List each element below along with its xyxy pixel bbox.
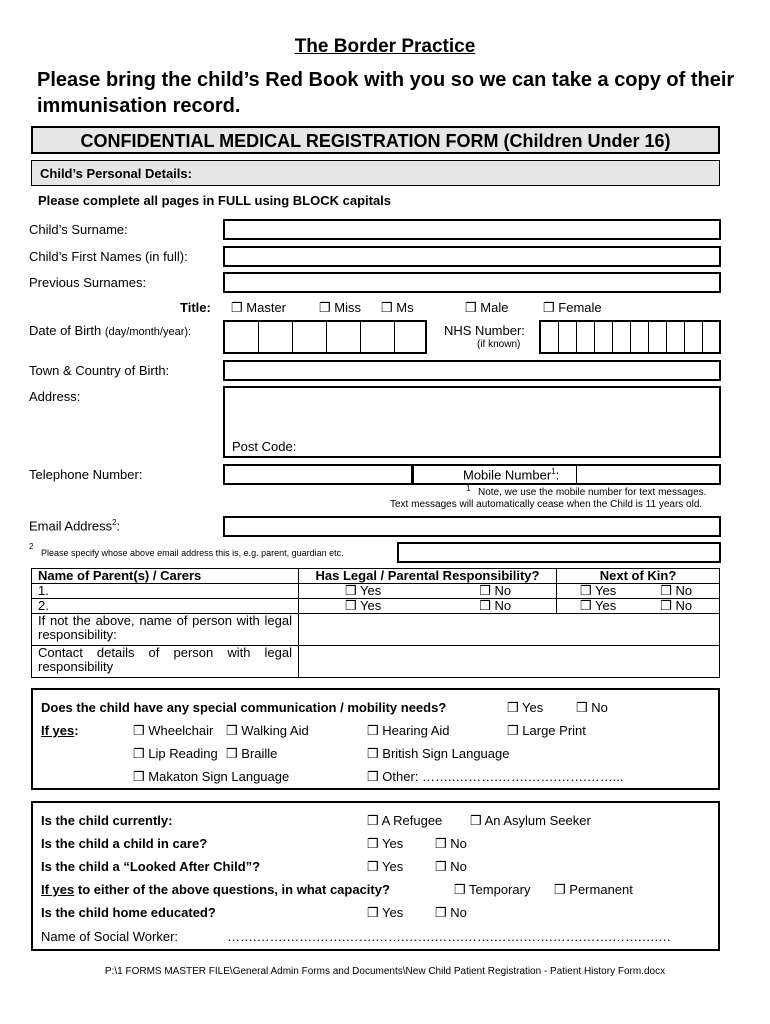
- parent-1-kin-no[interactable]: ❒ No: [660, 583, 693, 598]
- surname-label: Child’s Surname:: [29, 222, 128, 237]
- in-care-yes[interactable]: ❒ Yes: [367, 836, 404, 851]
- table-row: [32, 584, 720, 599]
- legal-person-field[interactable]: [299, 614, 720, 646]
- first-names-field[interactable]: [223, 246, 721, 267]
- parent-2-kin-no[interactable]: ❒ No: [660, 598, 693, 613]
- option-label: Yes: [382, 836, 404, 851]
- parent-2-legal: [299, 599, 557, 614]
- option-label: No: [675, 583, 693, 598]
- legal-contact-label: Contact details of person with legal responsibility: [32, 646, 299, 678]
- communication-no[interactable]: ❒ No: [576, 700, 608, 715]
- option-label: Yes: [595, 598, 617, 613]
- document-path-footer: P:\1 FORMS MASTER FILE\General Admin Forms and Documents\New Child Patient Registration - Patient History Form.docx: [104, 966, 666, 977]
- town-country-field[interactable]: [223, 360, 721, 381]
- option-label: Hearing Aid: [382, 723, 450, 738]
- footnote-ref-1: 1: [551, 467, 556, 476]
- opt-temporary[interactable]: ❒ Temporary: [454, 882, 531, 897]
- email-owner-field[interactable]: [397, 542, 721, 563]
- email-label-text: Email Address: [29, 518, 113, 534]
- email-field[interactable]: [223, 516, 721, 537]
- option-label: A Refugee: [381, 813, 443, 828]
- opt-permanent[interactable]: ❒ Permanent: [554, 882, 633, 897]
- home-educated-yes[interactable]: ❒ Yes: [367, 905, 404, 920]
- parent-2-legal-yes[interactable]: ❒ Yes: [345, 598, 382, 613]
- option-label: Wheelchair: [148, 723, 214, 738]
- legal-person-label: If not the above, name of person with legal responsibility:: [32, 614, 299, 646]
- option-label: Ms: [396, 300, 414, 315]
- col-parent-names: Name of Parent(s) / Carers: [32, 569, 299, 584]
- option-label: Yes: [382, 905, 404, 920]
- communication-if-yes: [41, 723, 79, 738]
- first-names-label: Child’s First Names (in full):: [29, 249, 188, 264]
- title-label: Title:: [180, 300, 211, 315]
- option-label: Permanent: [569, 882, 633, 897]
- option-label: Makaton Sign Language: [148, 769, 290, 784]
- town-country-label: Town & Country of Birth:: [29, 363, 170, 378]
- capacity-if-yes: If yes: [41, 882, 75, 897]
- mobile-label-text: Mobile Number: [463, 467, 552, 483]
- option-label: No: [494, 583, 512, 598]
- if-yes-text: If yes: [41, 723, 75, 738]
- opt-british-sign-language[interactable]: ❒ British Sign Language: [367, 746, 510, 761]
- option-label: No: [450, 836, 467, 851]
- option-label: No: [450, 859, 467, 874]
- opt-makaton[interactable]: ❒ Makaton Sign Language: [133, 769, 290, 784]
- parent-1-legal: [299, 584, 557, 599]
- footnote-2-marker: 2: [29, 542, 34, 551]
- option-label: Braille: [241, 746, 278, 761]
- title-option-master[interactable]: ❒ Master: [231, 300, 287, 315]
- telephone-label: Telephone Number:: [29, 467, 143, 482]
- table-row: [32, 614, 720, 646]
- communication-needs-panel: [31, 688, 720, 790]
- dob-label-text: Date of Birth: [29, 323, 102, 338]
- email-colon: :: [116, 518, 121, 534]
- nhs-hint: (if known): [477, 339, 521, 350]
- parent-1-legal-no[interactable]: ❒ No: [479, 583, 512, 598]
- option-label: Miss: [334, 300, 361, 315]
- opt-refugee[interactable]: ❒ A Refugee: [367, 813, 443, 828]
- footnote-2-text: Please specify whose above email address this is, e.g. parent, guardian etc.: [41, 548, 344, 558]
- table-row: [32, 646, 720, 678]
- surname-field[interactable]: [223, 219, 721, 240]
- nhs-number-field[interactable]: [539, 320, 721, 354]
- legal-contact-field[interactable]: [299, 646, 720, 678]
- opt-other[interactable]: ❒ Other: ……..……….…….…….…….……...: [367, 769, 624, 784]
- option-label: No: [675, 598, 693, 613]
- nhs-label: NHS Number:: [444, 323, 525, 338]
- parent-1-legal-yes[interactable]: ❒ Yes: [345, 583, 382, 598]
- option-label: Yes: [595, 583, 617, 598]
- home-educated-label: Is the child home educated?: [41, 905, 216, 920]
- opt-hearing-aid[interactable]: ❒ Hearing Aid: [367, 723, 450, 738]
- parent-1-kin-yes[interactable]: ❒ Yes: [580, 583, 617, 598]
- communication-yes[interactable]: ❒ Yes: [507, 700, 544, 715]
- opt-lip-reading[interactable]: ❒ Lip Reading: [133, 746, 218, 761]
- looked-after-yes[interactable]: ❒ Yes: [367, 859, 404, 874]
- footnote-1-marker: 1: [466, 484, 471, 493]
- option-label: Female: [558, 300, 602, 315]
- parent-2-kin: [557, 599, 720, 614]
- parent-1-kin: [557, 584, 720, 599]
- mobile-colon: :: [555, 467, 560, 483]
- address-field[interactable]: [223, 386, 721, 458]
- option-label: An Asylum Seeker: [484, 813, 591, 828]
- opt-asylum-seeker[interactable]: ❒ An Asylum Seeker: [470, 813, 591, 828]
- looked-after-no[interactable]: ❒ No: [435, 859, 467, 874]
- table-row: [32, 599, 720, 614]
- telephone-field[interactable]: [223, 464, 413, 485]
- opt-braille[interactable]: ❒ Braille: [226, 746, 278, 761]
- communication-question: Does the child have any special communication / mobility needs?: [41, 700, 447, 715]
- footnote-ref-2: 2: [112, 518, 117, 527]
- social-worker-field[interactable]: …….…….…….…….…….…….…….…….…….…….…….…….…….…….….…: [227, 929, 672, 944]
- address-label: Address:: [29, 389, 81, 404]
- mobile-label: [463, 467, 559, 482]
- gender-option-male[interactable]: ❒ Male: [465, 300, 509, 315]
- option-label: Yes: [382, 859, 404, 874]
- section-personal-details: Child’s Personal Details:: [31, 160, 720, 186]
- parent-2-legal-no[interactable]: ❒ No: [479, 598, 512, 613]
- option-label: No: [591, 700, 608, 715]
- parent-2-kin-yes[interactable]: ❒ Yes: [580, 598, 617, 613]
- currently-label: Is the child currently:: [41, 813, 173, 828]
- dob-field[interactable]: [223, 320, 427, 354]
- dob-hint: (day/month/year):: [104, 326, 192, 338]
- option-label: Temporary: [469, 882, 531, 897]
- option-label: Yes: [360, 583, 382, 598]
- table-header-row: [32, 569, 720, 584]
- col-legal-responsibility: Has Legal / Parental Responsibility?: [299, 569, 557, 584]
- option-label: No: [450, 905, 467, 920]
- footnote-1-line1: Note, we use the mobile number for text messages.: [478, 487, 707, 498]
- mobile-field[interactable]: [576, 466, 719, 483]
- child-status-panel: [31, 801, 720, 951]
- capacity-rest: to either of the above questions, in what capacity?: [74, 882, 390, 897]
- option-label: Male: [480, 300, 509, 315]
- option-label: Large Print: [522, 723, 586, 738]
- parent-1-name[interactable]: 1.: [32, 584, 299, 599]
- option-label: No: [494, 598, 512, 613]
- title-option-ms[interactable]: ❒ Ms: [381, 300, 414, 315]
- opt-large-print[interactable]: ❒ Large Print: [507, 723, 586, 738]
- home-educated-no[interactable]: ❒ No: [435, 905, 467, 920]
- parents-table: [31, 568, 720, 678]
- gender-option-female[interactable]: ❒ Female: [543, 300, 602, 315]
- option-label: Yes: [360, 598, 382, 613]
- form-title-banner: CONFIDENTIAL MEDICAL REGISTRATION FORM (Children Under 16): [31, 126, 720, 154]
- practice-title: The Border Practice: [294, 36, 476, 57]
- previous-surnames-label: Previous Surnames:: [29, 275, 147, 290]
- option-label: Master: [246, 300, 287, 315]
- title-option-miss[interactable]: ❒ Miss: [319, 300, 361, 315]
- option-label: British Sign Language: [382, 746, 510, 761]
- parent-2-name[interactable]: 2.: [32, 599, 299, 614]
- option-label: Other: ……..……….…….…….…….……...: [382, 769, 624, 784]
- postcode-label: Post Code:: [232, 439, 297, 454]
- previous-surnames-field[interactable]: [223, 272, 721, 293]
- footnote-1-line2: Text messages will automatically cease when the Child is 11 years old.: [390, 499, 703, 510]
- looked-after-label: Is the child a “Looked After Child”?: [41, 859, 261, 874]
- in-care-label: Is the child a child in care?: [41, 836, 208, 851]
- capacity-question: [41, 882, 390, 897]
- block-capitals-instruction: Please complete all pages in FULL using BLOCK capitals: [38, 193, 392, 208]
- dob-label: [29, 323, 191, 338]
- option-label: Lip Reading: [148, 746, 218, 761]
- if-yes-colon: :: [74, 723, 79, 738]
- option-label: Walking Aid: [241, 723, 309, 738]
- intro-text: Please bring the child’s Red Book with you so we can take a copy of their immunisation record.: [37, 69, 735, 117]
- opt-walking-aid[interactable]: ❒ Walking Aid: [226, 723, 309, 738]
- email-label: [29, 518, 120, 533]
- option-label: Yes: [522, 700, 544, 715]
- opt-wheelchair[interactable]: ❒ Wheelchair: [133, 723, 214, 738]
- col-next-of-kin: Next of Kin?: [557, 569, 720, 584]
- social-worker-label: Name of Social Worker:: [41, 929, 179, 944]
- in-care-no[interactable]: ❒ No: [435, 836, 467, 851]
